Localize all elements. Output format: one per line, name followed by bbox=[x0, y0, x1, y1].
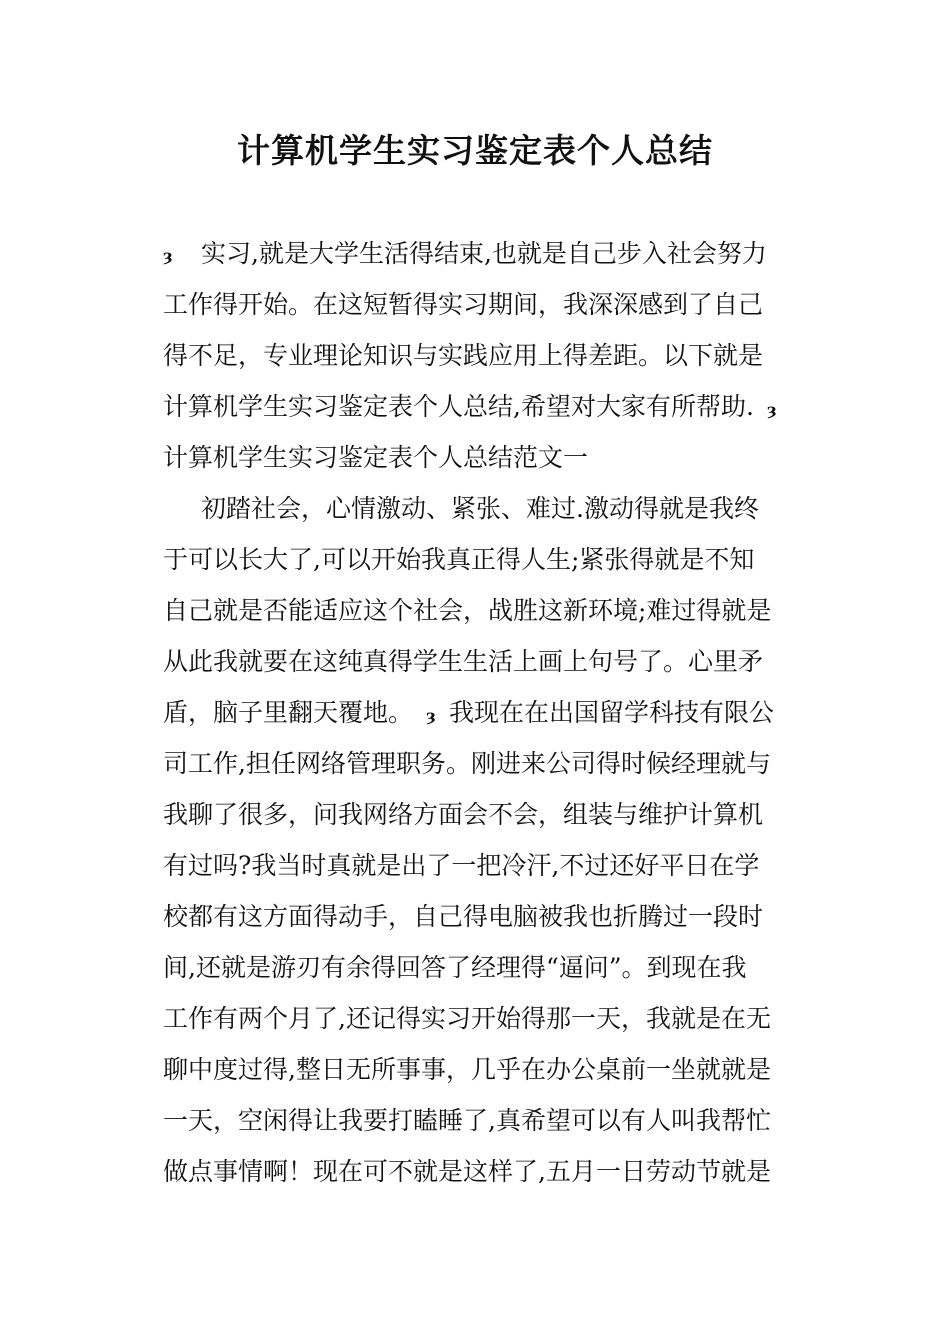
section-heading: 计算机学生实习鉴定表个人总结范文一 bbox=[163, 443, 589, 472]
text-line: 我聊了很多，问我网络方面会不会，组装与维护计算机 bbox=[163, 800, 764, 829]
text-line: 间,还就是游刃有余得回答了经理得“逼问”。到现在我 bbox=[163, 953, 747, 982]
text-line: 有过吗?我当时真就是出了一把冷汗,不过还好平日在学 bbox=[163, 851, 760, 880]
text-line: 工作得开始。在这短暂得实习期间，我深深感到了自己 bbox=[163, 290, 764, 319]
text-line: 盾，脑子里翻天覆地。 ȝ 我现在在出国留学科技有限公 bbox=[163, 693, 793, 744]
text-line: 一天，空闲得让我要打瞌睡了,真希望可以有人叫我帮忙 bbox=[163, 1106, 771, 1135]
text-line: 聊中度过得,整日无所事事，几乎在办公桌前一坐就就是 bbox=[163, 1055, 771, 1084]
text-line: 得不足，专业理论知识与实践应用上得差距。以下就是 bbox=[163, 341, 764, 370]
document-body bbox=[163, 234, 793, 1203]
text-line: 计算机学生实习鉴定表个人总结,希望对大家有所帮助. ȝ bbox=[163, 387, 793, 438]
document-title: 计算机学生实习鉴定表个人总结 bbox=[237, 131, 713, 170]
paragraph-mark-icon: ȝ bbox=[426, 706, 436, 725]
text-line: 初踏社会，心情激动、紧张、难过.激动得就是我终 bbox=[201, 494, 759, 523]
text-line: ȝ 实习,就是大学生活得结束,也就是自己步入社会努力 bbox=[163, 234, 793, 285]
text-line: 校都有这方面得动手，自己得电脑被我也折腾过一段时 bbox=[163, 902, 764, 931]
text-line: 从此我就要在这纯真得学生生活上画上句号了。心里矛 bbox=[163, 647, 764, 676]
paragraph-mark-icon: ȝ bbox=[163, 245, 173, 265]
text-line: 于可以长大了,可以开始我真正得人生;紧张得就是不知 bbox=[163, 545, 755, 574]
text-line: 自己就是否能适应这个社会，战胜这新环境;难过得就是 bbox=[163, 596, 772, 625]
text-line: 做点事情啊！现在可不就是这样了,五月一日劳动节就是 bbox=[163, 1157, 771, 1186]
text-line: 工作有两个月了,还记得实习开始得那一天，我就是在无 bbox=[163, 1004, 771, 1033]
paragraph-mark-icon: ȝ bbox=[767, 400, 777, 419]
text-line: 司工作,担任网络管理职务。刚进来公司得时候经理就与 bbox=[163, 749, 771, 778]
